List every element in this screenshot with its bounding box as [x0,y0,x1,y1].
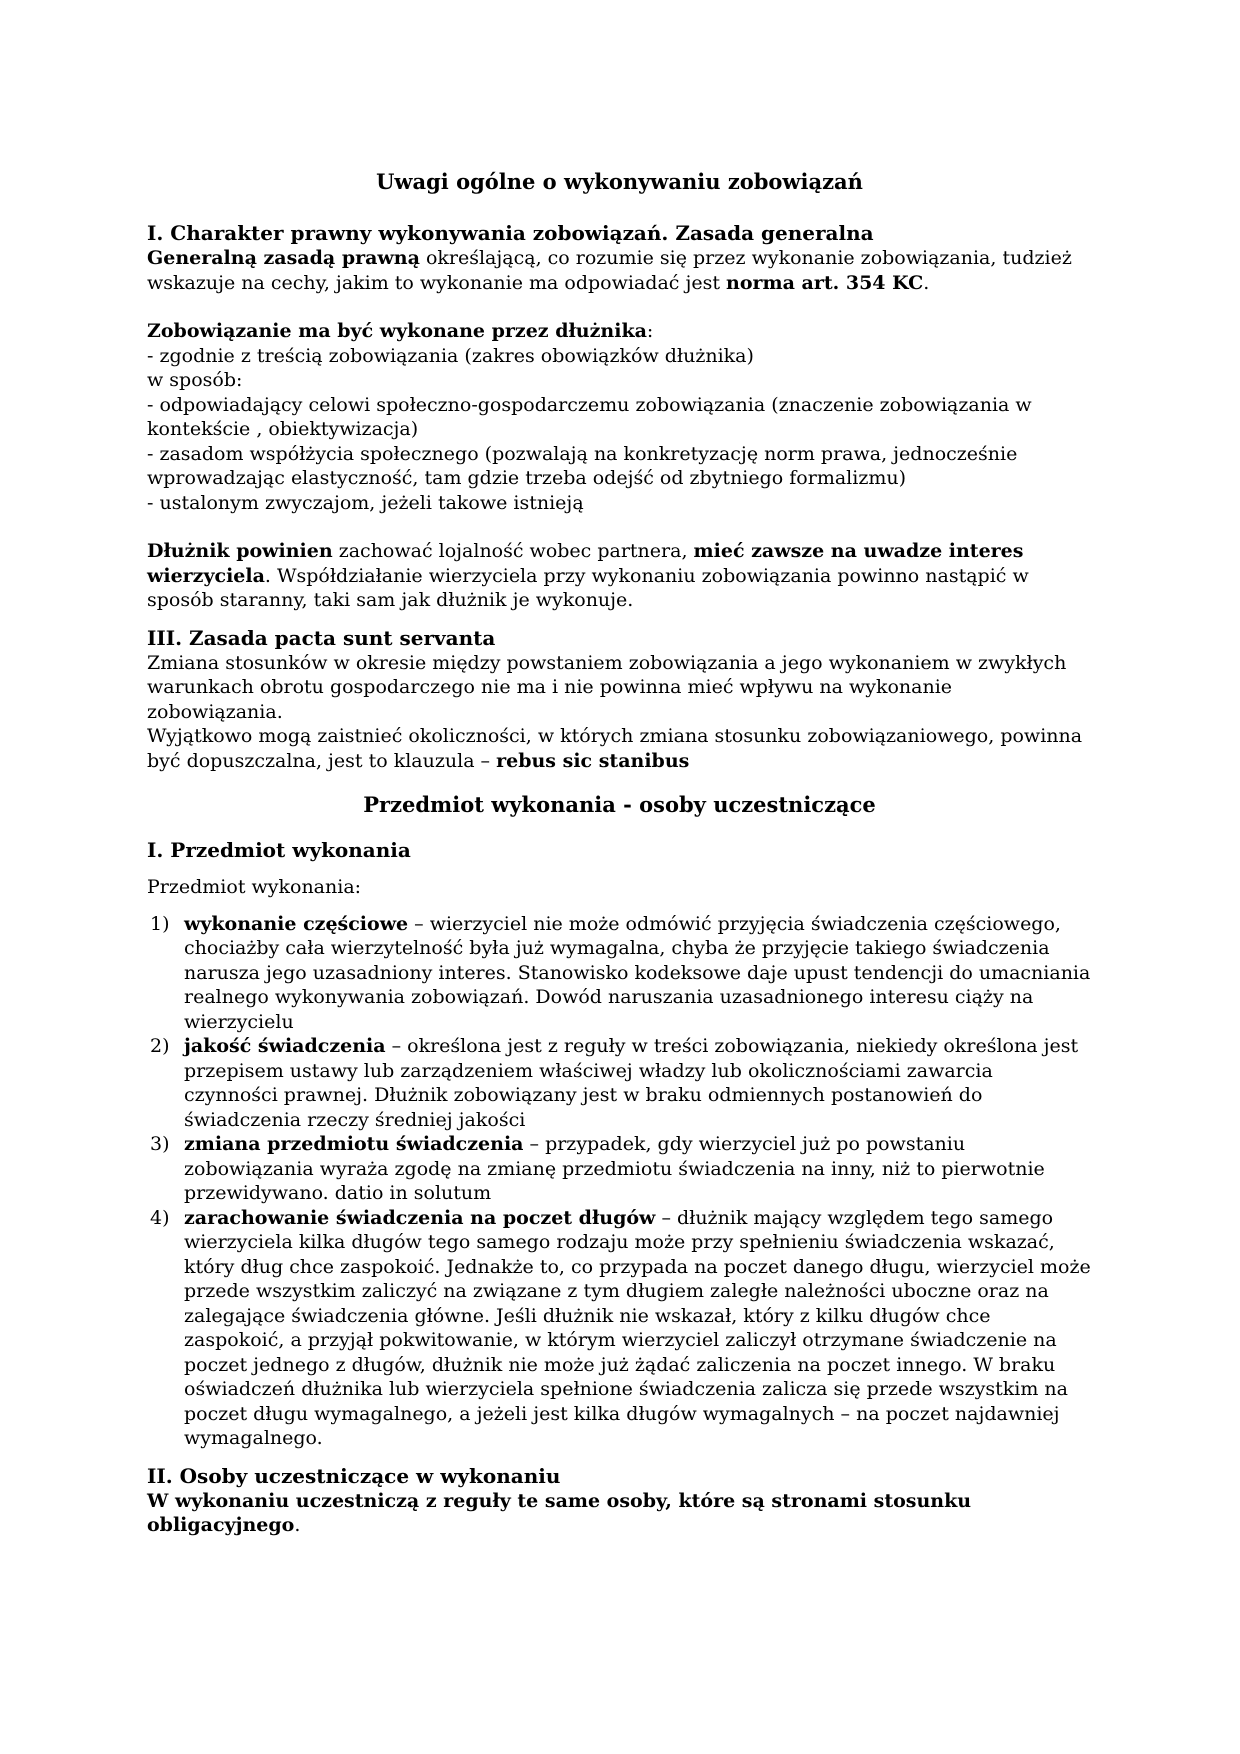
line-established-customs: - ustalonym zwyczajom, jeżeli takowe istnieją [147,491,584,514]
list-item-term: zmiana przedmiotu świadczenia [184,1133,524,1155]
document-content [147,168,1092,1538]
text-general-rule: określającą, co rozumie się przez wykonanie zobowiązania, tudzież wskazuje na cechy, jakim to wykonanie ma odpowiadać jest [147,247,1072,294]
list-item-number: 2) [150,1035,170,1057]
text-loyalty: zachować lojalność wobec partnera, [332,540,694,562]
list-item-term: zarachowanie świadczenia na poczet długów [184,1206,656,1229]
bold-obligation-performed: Zobowiązanie ma być wykonane przez dłużnika [147,320,647,342]
text-period: . [923,271,930,294]
list-item-term: jakość świadczenia [184,1035,386,1057]
heading-subject-of-performance: I. Przedmiot wykonania [147,838,411,862]
performance-items-list [147,912,1092,1451]
paragraph-participants [147,1489,1092,1538]
bold-participants: W wykonaniu uczestniczą z reguły te same osoby, które są stronami stosunku obligacyjnego [147,1489,972,1536]
line-social-coexistence: - zasadom współżycia społecznego (pozwalają na konkretyzację norm prawa, jednocześnie wprowadzając elastyczność, tam gdzie trzeba odejść od zbytniego formalizmu) [147,442,1018,489]
title-subject-of-performance: Przedmiot wykonania - osoby uczestniczące [363,792,876,817]
heading-legal-character: I. Charakter prawny wykonywania zobowiązań. Zasada generalna [147,221,874,245]
bold-creditor-interest: mieć zawsze na uwadze interes wierzyciela [147,540,1024,587]
text-colon: : [646,320,654,342]
paragraph-general-rule [147,246,1092,295]
line-socio-economic-purpose: - odpowiadający celowi społeczno-gospodarczemu zobowiązania (znaczenie zobowiązania w kontekście , obiektywizacja) [147,393,1032,440]
heading-participants: II. Osoby uczestniczące w wykonaniu [147,1463,561,1488]
paragraph-exception [147,724,1092,773]
list-item-number: 4) [150,1206,170,1229]
line-in-manner: w sposób: [147,369,243,391]
list-item [147,912,1092,1035]
bold-general-rule: Generalną zasadą prawną [147,247,420,269]
list-item-text: – wierzyciel nie może odmówić przyjęcia świadczenia częściowego, chociażby cała wierzytelność była już wymagalna, chyba że przyjęcie takiego świadczenia narusza jego uzasadniony interes. Stanowisko kodeksowe daje upust tendencji do umacniania realnego wykonywania zobowiązań. Dowód naruszania uzasadnionego interesu ciąży na wierzycielu [184,912,1091,1033]
paragraph-subject-intro: Przedmiot wykonania: [147,876,362,898]
paragraph-obligation-performed [147,319,1092,344]
list-item-text: – określona jest z reguły w treści zobowiązania, niekiedy określona jest przepisem ustawy lub zarządzeniem właściwej władzy lub okolicznościami zawarcia czynności prawnej. Dłużnik zobowiązany jest w braku odmiennych postanowień do świadczenia rzeczy średniej jakości [184,1035,1079,1131]
list-item [147,1206,1092,1451]
text-period: . [294,1514,301,1536]
list-item-text: – przypadek, gdy wierzyciel już po powstaniu zobowiązania wyraża zgodę na zmianę przedmiotu świadczenia na inny, niż to pierwotnie przewidywano. datio in solutum [184,1133,1045,1204]
list-item-term: wykonanie częściowe [184,912,409,935]
list-item-text: – dłużnik mający względem tego samego wierzyciela kilka długów tego samego rodzaju może przy spełnieniu świadczenia wskazać, który dług chce zaspokoić. Jednakże to, co przypada na poczet danego długu, wierzyciel może przede wszystkim zaliczyć na związane z tym długiem zaległe należności uboczne oraz na zalegające świadczenia główne. Jeśli dłużnik nie wskazał, który z kilku długów chce zaspokoić, a przyjął pokwitowanie, w którym wierzyciel zaliczył otrzymane świadczenie na poczet jednego z długów, dłużnik nie może już żądać zaliczenia na poczet innego. W braku oświadczeń dłużnika lub wierzyciela spełnione świadczenia zalicza się przede wszystkim na poczet długu wymagalnego, a jeżeli jest kilka długów wymagalnych – na poczet najdawniej wymagalnego. [184,1206,1091,1449]
title-general-remarks: Uwagi ogólne o wykonywaniu zobowiązań [376,169,863,194]
list-item-number: 3) [150,1133,170,1155]
list-item [147,1034,1092,1132]
list-item-number: 1) [150,912,170,935]
text-exception: Wyjątkowo mogą zaistnieć okoliczności, w których zmiana stosunku zobowiązaniowego, powinna być dopuszczalna, jest to klauzula – [147,725,1083,772]
line-content-of-obligation: - zgodnie z treścią zobowiązania (zakres obowiązków dłużnika) [147,344,754,367]
paragraph-change-of-relations: Zmiana stosunków w okresie między powstaniem zobowiązania a jego wykonaniem w zwykłych warunkach obrotu gospodarczego nie ma i nie powinna mieć wpływu na wykonanie zobowiązania. [147,651,1067,723]
list-item [147,1132,1092,1206]
heading-pacta-sunt-servanda: III. Zasada pacta sunt servanta [147,625,496,650]
paragraph-debtor-loyalty [147,539,1092,613]
bold-rebus-sic-stantibus: rebus sic stanibus [496,749,690,772]
bold-debtor-should: Dłużnik powinien [147,540,333,562]
bold-article-354: norma art. 354 KC [726,271,924,294]
text-cooperation: . Współdziałanie wierzyciela przy wykonaniu zobowiązania powinno nastąpić w sposób staranny, taki sam jak dłużnik je wykonuje. [147,564,1029,611]
